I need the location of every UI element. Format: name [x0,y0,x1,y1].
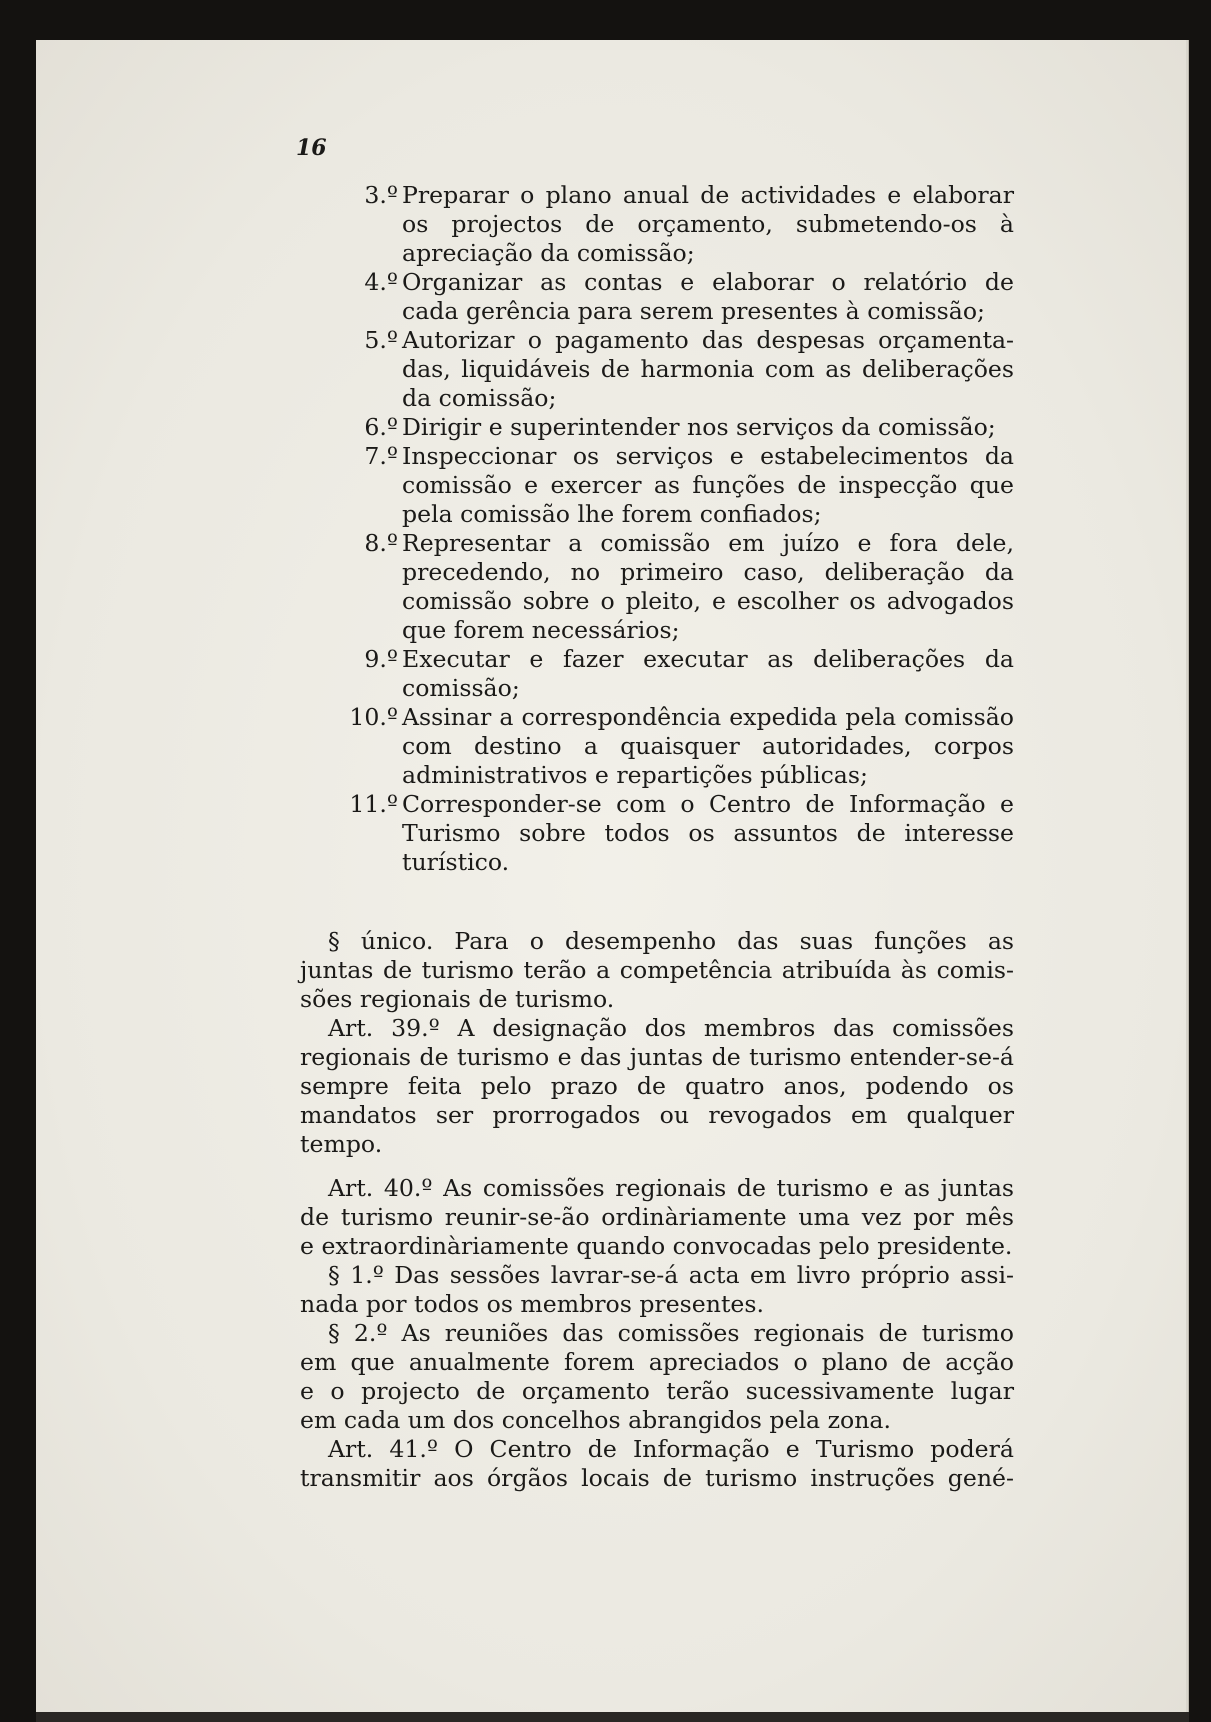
text-line: Dirigir e superintender nos serviços da comissão; [402,413,996,441]
text-line: Preparar o plano anual de actividades e elaborar [402,181,1014,209]
list-item-number: 11.º [349,790,398,818]
list-item [300,442,1014,529]
text-line: que forem necessários; [402,616,680,644]
text-line: transmitir aos órgãos locais de turismo instruções gené- [300,1464,1014,1492]
text-line: em cada um dos concelhos abrangidos pela zona. [300,1406,891,1434]
text-line: juntas de turismo terão a competência atribuída às comis- [300,956,1014,984]
text-line: Art. 39.º A designação dos membros das comissões [328,1014,1014,1042]
text-line: turístico. [402,848,510,876]
text-line: cada gerência para serem presentes à comissão; [402,297,985,325]
text-line: em que anualmente forem apreciados o plano de acção [300,1348,1014,1376]
list-item-number: 5.º [364,326,398,354]
text-line: Turismo sobre todos os assuntos de interesse [402,819,1014,847]
paragraph [300,1174,1014,1261]
text-line: Corresponder-se com o Centro de Informação e [402,790,1014,818]
list-item-text [402,413,1014,442]
list-item-number: 3.º [364,181,398,209]
paragraph [300,927,1014,1014]
text-line: comissão sobre o pleito, e escolher os advogados [402,587,1014,615]
list-item [300,529,1014,645]
text-line: apreciação da comissão; [402,239,695,267]
text-line: sões regionais de turismo. [300,985,615,1013]
list-item [300,790,1014,877]
text-line: tempo. [300,1130,383,1158]
list-item-text [402,790,1014,877]
text-line: Executar e fazer executar as deliberações da [402,645,1014,673]
list-item [300,268,1014,326]
text-line: com destino a quaisquer autoridades, corpos [402,732,1014,760]
text-line: sempre feita pelo prazo de quatro anos, podendo os [300,1072,1014,1100]
text-line: e o projecto de orçamento terão sucessivamente lugar [300,1377,1014,1405]
text-line: nada por todos os membros presentes. [300,1290,764,1318]
text-line: comissão; [402,674,520,702]
list-item-text [402,181,1014,268]
text-line: precedendo, no primeiro caso, deliberação da [402,558,1014,586]
paragraph [300,1261,1014,1319]
text-line: de turismo reunir-se-ão ordinàriamente uma vez por mês [300,1203,1014,1231]
text-line: § 2.º As reuniões das comissões regionais de turismo [328,1319,1014,1347]
text-line: da comissão; [402,384,557,412]
text-line: regionais de turismo e das juntas de turismo entender-se-á [300,1043,1014,1071]
text-line: Representar a comissão em juízo e fora dele, [402,529,1014,557]
text-line: mandatos ser prorrogados ou revogados em qualquer [300,1101,1014,1129]
text-line: § 1.º Das sessões lavrar-se-á acta em livro próprio assi- [328,1261,1014,1289]
list-item-text [402,703,1014,790]
list-item [300,326,1014,413]
paragraph [300,1319,1014,1435]
list-item-number: 7.º [364,442,398,470]
list-item [300,645,1014,703]
text-line: Autorizar o pagamento das despesas orçamenta- [402,326,1014,354]
text-line: das, liquidáveis de harmonia com as deliberações [402,355,1014,383]
list-item [300,181,1014,268]
text-line: Assinar a correspondência expedida pela comissão [402,703,1014,731]
list-item-text [402,326,1014,413]
list-item-text [402,529,1014,645]
list-item-text [402,645,1014,703]
text-line: Inspeccionar os serviços e estabelecimentos da [402,442,1014,470]
text-line: Art. 40.º As comissões regionais de turismo e as juntas [328,1174,1014,1202]
text-line: comissão e exercer as funções de inspecção que [402,471,1014,499]
list-item-number: 9.º [364,645,398,673]
list-item [300,413,1014,442]
list-item [300,703,1014,790]
list-item-text [402,268,1014,326]
list-item-number: 8.º [364,529,398,557]
text-line: e extraordinàriamente quando convocadas pelo presidente. [300,1232,1013,1260]
text-line: Organizar as contas e elaborar o relatório de [402,268,1014,296]
text-line: § único. Para o desempenho das suas funções as [328,927,1014,955]
list-item-number: 4.º [364,268,398,296]
text-line: Art. 41.º O Centro de Informação e Turismo poderá [328,1435,1014,1463]
text-line: pela comissão lhe forem confiados; [402,500,822,528]
list-item-text [402,442,1014,529]
page-number: 16 [296,135,327,161]
text-line: os projectos de orçamento, submetendo-os à [402,210,1014,238]
text-line: administrativos e repartições públicas; [402,761,868,789]
paragraph [300,1014,1014,1159]
list-item-number: 6.º [364,413,398,441]
list-item-number: 10.º [349,703,398,731]
paragraph [300,1435,1014,1493]
